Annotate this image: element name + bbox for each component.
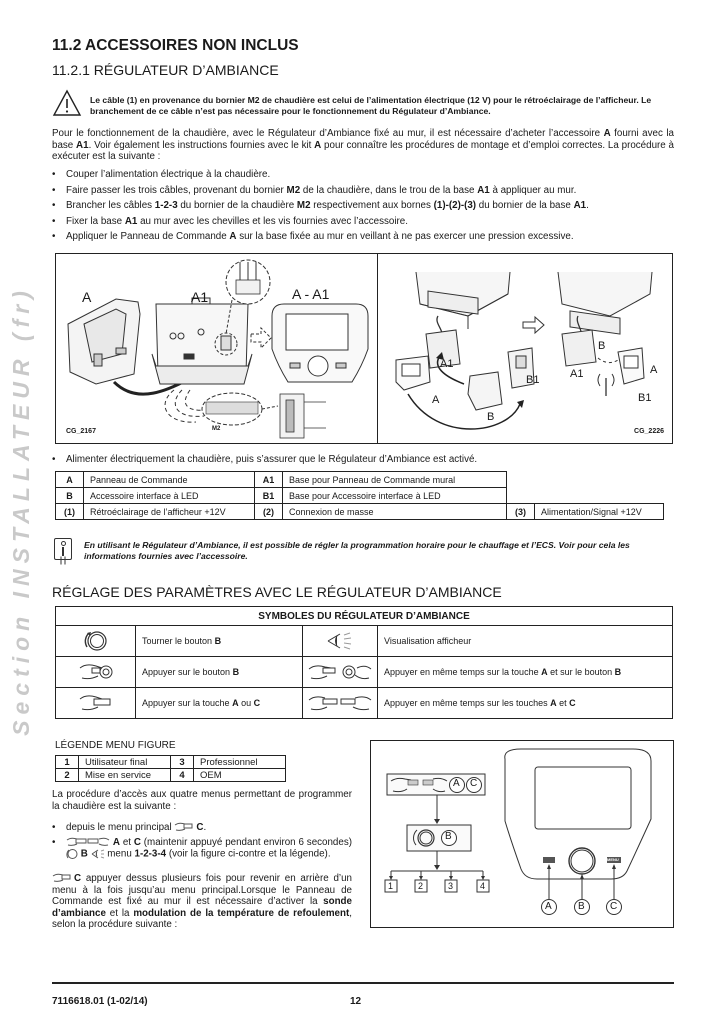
procedure-steps (52, 822, 352, 863)
step-item: • Brancher les câbles 1-2-3 du bornier de la chaudière M2 respectivement aux bornes (1)-(2)-(3) du bornier de la base A1. (52, 199, 674, 215)
menu-3-label: 3 (448, 881, 454, 891)
knob-b-circle-label: B (445, 831, 452, 842)
info-icon (54, 538, 72, 560)
press-knob-icon (76, 660, 116, 684)
warning-text: Le câble (1) en provenance du bornier M2 de chaudière est celui de l’alimentation électrique (12 V) pour le rétroéclairage de l’afficheur. Le branchement de ce câble n’est pas nécessaire pour le fonctionnement du Régulateur d’Ambiance. (90, 95, 652, 116)
page-number: 12 (350, 996, 362, 1007)
key-c-circle-label: C (470, 778, 478, 789)
label-a1-left: A1 (440, 358, 454, 370)
rotate-knob-icon (81, 629, 111, 653)
label-a1-right: A1 (570, 368, 584, 380)
menu-legend-table (55, 755, 286, 782)
menu-access-figure (370, 740, 674, 928)
final-step: • Alimenter électriquement la chaudière, puis s’assurer que le Régulateur d’Ambiance est activé. (52, 454, 477, 465)
intro-paragraph: Pour le fonctionnement de la chaudière, avec le Régulateur d’Ambiance fixé au mur, il est nécessaire d’acheter l’accessoire A fourni avec la base A1. Voir également les instructions fournies avec le kit A pour connaître les procédures de montage et d’emploi correctes. La procédure à exécuter est la suivante : (52, 128, 674, 162)
procedure-intro: La procédure d’accès aux quatre menus permettant de programmer la chaudière est la suivante : (52, 789, 352, 812)
installation-steps (52, 168, 674, 246)
menu-legend-title: LÉGENDE MENU FIGURE (55, 740, 176, 751)
menu-button-text: MENU (607, 857, 619, 862)
figure-wired-installation (56, 254, 378, 443)
symbols-table-header: SYMBOLES DU RÉGULATEUR D’AMBIANCE (56, 607, 673, 626)
table-header-row (56, 607, 673, 626)
press-key-icon (76, 691, 116, 715)
press-key-and-knob-icon (307, 660, 373, 684)
button-c-label: C (610, 901, 618, 912)
press-two-keys-icon (66, 837, 110, 847)
table-row: Appuyer sur le bouton B Appuyer en même temps sur la touche A et sur le bouton B (56, 657, 673, 688)
warning-triangle-icon (52, 89, 82, 117)
info-note (52, 538, 674, 562)
procedure-step: • A et C (maintenir appuyé pendant environ 6 secondes) B menu 1-2-3-4 (voir la figure ci-contre et la légende). (52, 837, 352, 861)
section-title: 11.2 ACCESSOIRES NON INCLUS (52, 37, 299, 54)
wireless-installation-illustration (378, 254, 672, 442)
press-key-icon (52, 873, 74, 883)
label-b1-left: B1 (526, 374, 540, 386)
press-key-icon (174, 822, 196, 832)
procedure-step: • depuis le menu principal C. (52, 822, 352, 834)
symbols-table (55, 606, 673, 719)
label-a-a1: A - A1 (292, 286, 330, 302)
step-item: • Couper l’alimentation électrique à la chaudière. (52, 168, 674, 184)
menu-1-label: 1 (388, 881, 394, 891)
step-item: • Fixer la base A1 au mur avec les chevilles et les vis fournies avec l’accessoire. (52, 215, 674, 231)
figure-code-right: CG_2226 (634, 428, 664, 435)
key-a-circle-label: A (453, 778, 460, 789)
warning-note (52, 89, 674, 117)
wired-installation-illustration (56, 254, 378, 442)
components-legend-table (55, 471, 664, 520)
table-row: Tourner le bouton B Visualisation afficheur (56, 626, 673, 657)
side-section-label: Section INSTALLATEUR (fr) (7, 284, 34, 736)
figure-wireless-installation (378, 254, 672, 443)
press-two-keys-icon (307, 691, 373, 715)
table-row: 1 Utilisateur final 3 Professionnel (56, 756, 286, 769)
label-a-right: A (650, 364, 658, 376)
settings-title: RÉGLAGE DES PARAMÈTRES AVEC LE RÉGULATEUR D’AMBIANCE (52, 584, 502, 600)
label-b-left: B (487, 411, 495, 423)
table-row: A Panneau de Commande A1 Base pour Panneau de Commande mural (56, 472, 664, 488)
display-eye-icon (324, 630, 356, 652)
table-row: 2 Mise en service 4 OEM (56, 769, 286, 782)
installation-figures (55, 253, 673, 444)
document-code: 7116618.01 (1-02/14) (52, 996, 148, 1007)
info-text: En utilisant le Régulateur d’Ambiance, il est possible de régler la programmation horaire pour le chauffage et l’ECS. Voir pour cela les informations fournies avec l’accessoire. (84, 540, 630, 561)
step-item: • Appliquer le Panneau de Commande A sur la base fixée au mur en veillant à ne pas exercer une pression excessive. (52, 230, 674, 246)
display-eye-icon (91, 849, 105, 859)
menu-2-label: 2 (418, 881, 424, 891)
button-a-label: A (545, 901, 552, 912)
table-row: B Accessoire interface à LED B1 Base pour Accessoire interface à LED (56, 488, 664, 504)
menu-4-label: 4 (480, 881, 486, 891)
label-a: A (82, 289, 92, 305)
step-item: • Faire passer les trois câbles, provenant du bornier M2 de la chaudière, dans le trou de la base A1 à appliquer au mur. (52, 184, 674, 200)
table-row: Appuyer sur la touche A ou C Appuyer en même temps sur les touches A et C (56, 688, 673, 719)
label-m2: M2 (212, 426, 221, 432)
table-row: (1) Rétroéclairage de l’afficheur +12V (2) Connexion de masse (3) Alimentation/Signal +12V (56, 504, 664, 520)
figure-code-left: CG_2167 (66, 428, 96, 435)
label-b-right: B (598, 340, 606, 352)
label-a1: A1 (191, 289, 209, 305)
subsection-title: 11.2.1 RÉGULATEUR D’AMBIANCE (52, 62, 279, 78)
menu-access-diagram (371, 741, 673, 927)
label-b1-right: B1 (638, 392, 652, 404)
procedure-end: C appuyer dessus plusieurs fois pour revenir en arrière d’un menu à la fois jusqu’au menu principal.Lorsque le Panneau de Commande est fixé au mur il est nécessaire d’activer la sonde d’ambiance et la modulation de la température de refoulement, selon la procédure suivante : (52, 873, 352, 930)
footer-divider (52, 982, 674, 984)
button-b-label: B (578, 901, 585, 912)
rotate-knob-icon (66, 848, 78, 860)
label-a-left: A (432, 394, 440, 406)
